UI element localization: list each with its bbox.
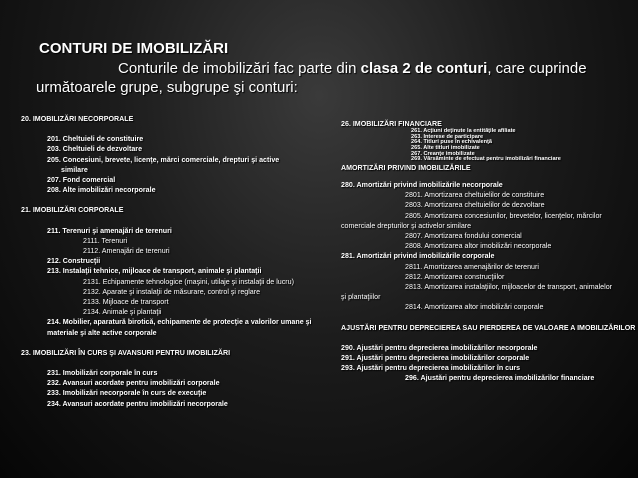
account-205: 205. Concesiuni, brevete, licenţe, mărci comerciale, drepturi şi active [47,155,280,164]
account-2813-cont: şi plantaţiilor [341,293,381,302]
account-290: 290. Ajustări pentru deprecierea imobilizărilor necorporale [341,343,538,352]
account-2805-cont: comerciale drepturilor şi activelor similare [341,221,472,230]
account-212: 212. Construcţii [47,257,101,266]
intro-text-1: Conturile de imobilizări fac parte din [118,60,361,77]
account-207: 207. Fond comercial [47,176,116,185]
account-2812: 2812. Amortizarea construcţiilor [405,272,505,281]
account-293: 293. Ajustări pentru deprecierea imobilizărilor în curs [341,364,521,373]
account-265: 265. Alte titluri imobilizate [411,144,480,151]
account-263: 263. Interese de participare [411,133,484,140]
account-2801: 2801. Amortizarea cheltuielilor de constituire [405,191,545,200]
account-2813: 2813. Amortizarea instalaţiilor, mijloacelor de transport, animalelor [405,283,612,291]
account-233: 233. Imobilizări necorporale în curs de execuţie [47,389,207,398]
account-211: 211. Terenuri şi amenajări de terenuri [47,226,172,235]
account-2111: 2111. Terenuri [83,236,128,245]
group-20-heading: 20. IMOBILIZĂRI NECORPORALE [21,115,134,123]
account-208: 208. Alte imobilizări necorporale [47,186,156,195]
account-214-cont: materiale şi alte active corporale [47,328,157,337]
intro-text-2: , care cuprinde următoarele grupe, subgrupe şi conturi: [36,60,587,96]
group-26-heading: 26. IMOBILIZĂRI FINANCIARE [341,120,442,128]
account-264: 264. Titluri puse în echivalenţă [411,139,493,146]
account-232: 232. Avansuri acordate pentru imobilizări corporale [47,379,220,388]
account-261: 261. Acţiuni deţinute la entităţile afiliate [411,128,516,135]
group-21-heading: 21. IMOBILIZĂRI CORPORALE [21,206,124,215]
account-2132: 2132. Aparate şi instalaţii de măsurare, control şi reglare [83,287,261,296]
account-280: 280. Amortizări privind imobilizările necorporale [341,180,503,189]
account-296: 296. Ajustări pentru deprecierea imobilizărilor financiare [405,374,595,383]
account-2808: 2808. Amortizarea altor imobilizări necorporale [405,242,552,251]
left-column-account-list [21,114,321,409]
page-title: CONTURI DE IMOBILIZĂRI [39,40,229,57]
account-2112: 2112. Amenajări de terenuri [83,247,170,256]
account-267: 267. Creanţe imobilizate [411,150,475,157]
account-2134: 2134. Animale şi plantaţii [83,308,162,317]
account-2803: 2803. Amortizarea cheltuielilor de dezvoltare [405,201,545,210]
account-2807: 2807. Amortizarea fondului comercial [405,231,522,240]
right-column-account-list [341,119,637,384]
account-205-cont: similare [61,165,88,174]
account-213: 213. Instalaţii tehnice, mijloace de transport, animale şi plantaţii [47,267,262,276]
account-291: 291. Ajustări pentru deprecierea imobilizărilor corporale [341,354,530,363]
adjustments-heading: AJUSTĂRI PENTRU DEPRECIEREA SAU PIERDEREA DE VALOARE A IMOBILIZĂRILOR [341,323,636,332]
account-201: 201. Cheltuieli de constituire [47,135,144,144]
account-2811: 2811. Amortizarea amenajărilor de terenuri [405,262,539,271]
account-2814: 2814. Amortizarea altor imobilizări corporale [405,303,544,312]
account-234: 234. Avansuri acordate pentru imobilizări necorporale [47,399,228,408]
account-281: 281. Amortizări privind imobilizările corporale [341,252,495,261]
account-214: 214. Mobilier, aparatură birotică, echipamente de protecţie a valorilor umane şi [47,318,312,327]
account-269: 269. Vărsăminte de efectuat pentru imobilizări financiare [411,156,561,163]
account-2133: 2133. Mijloace de transport [83,298,169,307]
account-231: 231. Imobilizări corporale în curs [47,369,158,378]
group-23-heading: 23. IMOBILIZĂRI ÎN CURS ŞI AVANSURI PENTRU IMOBILIZĂRI [21,348,231,357]
account-2131: 2131. Echipamente tehnologice (maşini, utilaje şi instalaţii de lucru) [83,277,294,286]
account-2805: 2805. Amortizarea concesiunilor, brevetelor, licenţelor, mărcilor [405,211,602,220]
account-203: 203. Cheltuieli de dezvoltare [47,145,143,154]
intro-paragraph [36,59,616,97]
amortization-heading: AMORTIZĂRI PRIVIND IMOBILIZĂRILE [341,163,471,172]
intro-class-emphasis: clasa 2 de conturi [360,60,488,77]
